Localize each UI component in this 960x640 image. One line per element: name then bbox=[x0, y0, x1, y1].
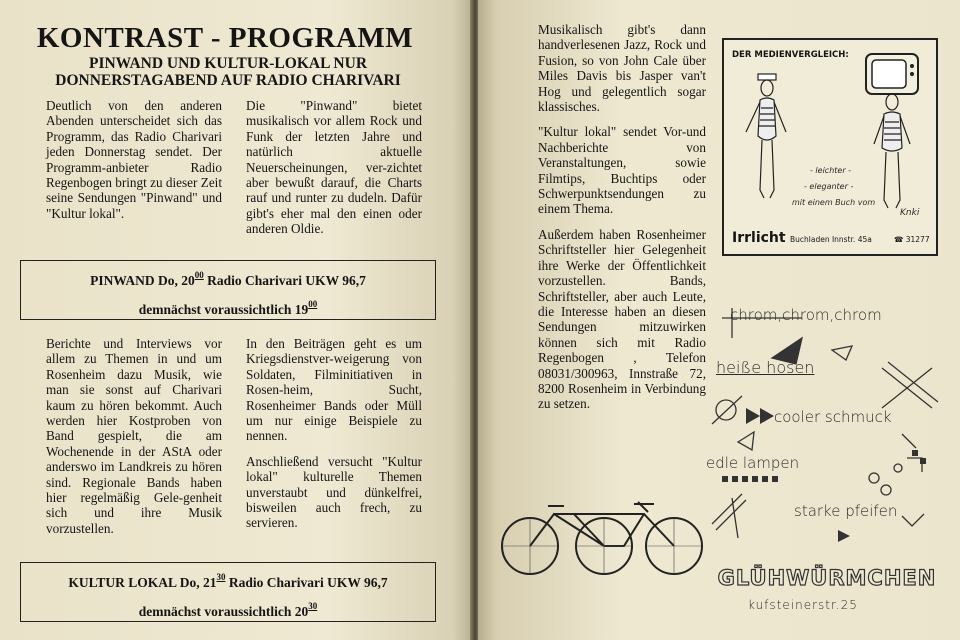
item-chrom: chrom,chrom,chrom bbox=[730, 306, 882, 324]
kultur-schedule-line1 bbox=[21, 572, 435, 591]
ad-line-with-book: mit einem Buch vom bbox=[792, 198, 876, 207]
kultur-content-paragraph: "Kultur lokal" sendet Vor-und Nachberichte von Veranstaltungen, sowie Filmtips, Buchtips oder Schwerpunktsendungen zu einem Thema. bbox=[538, 124, 706, 217]
kultur-lokal-schedule-box bbox=[20, 562, 436, 622]
pinwand-station: Radio Charivari UKW 96,7 bbox=[203, 273, 366, 288]
right-page-text-column bbox=[538, 22, 706, 422]
article-subtitle-line2: DONNERSTAGABEND AUF RADIO CHARIVARI bbox=[55, 72, 401, 89]
kultur-schedule-line2 bbox=[21, 601, 435, 620]
right-page bbox=[478, 0, 960, 640]
kultur-future-time: demnächst voraussichtlich 20 bbox=[138, 604, 309, 619]
music-paragraph: Musikalisch gibt's dann handverlesenen Jazz, Rock und Fusion, so von John Cale über Miles Davis bis Jasper van't Hog und gelegentlich sogar klassisches. bbox=[538, 22, 706, 115]
topics-paragraph: In den Beiträgen geht es um Kriegsdienstver-weigerung von Soldaten, Filminitiativen in Rosen-heim, Sucht, Rosenheimer Bands oder Müll um nur einige Beispiele zu nennen. bbox=[246, 336, 422, 444]
kultur-lokal-paragraph: Anschließend versucht "Kultur lokal" kulturelle Themen unverstaubt und dünkelfrei, bisweilen auch frech, zu servieren. bbox=[246, 453, 422, 531]
woman-figure-with-tv bbox=[874, 94, 910, 208]
artist-signature: Knki bbox=[900, 208, 920, 218]
ad-line-lighter: - leichter - bbox=[810, 166, 852, 175]
tv-icon bbox=[866, 54, 918, 94]
square-pattern bbox=[722, 408, 926, 542]
ad-heading: DER MEDIENVERGLEICH: bbox=[732, 50, 849, 60]
item-pfeifen: starke pfeifen bbox=[794, 502, 898, 520]
item-schmuck: cooler schmuck bbox=[774, 408, 892, 426]
left-page bbox=[0, 0, 472, 640]
contact-paragraph: Außerdem haben Rosenheimer Schriftsteller hier Gelegenheit ihre Werke der Öffentlichkeit vorzustellen. Bands, Schriftsteller, aber auch Leute, die Interesse haben an diesen Sendungen mitzuwirken können sich mit Radio Regenbogen , Telefon 08031/300963, Innstraße 72, 8200 Rosenheim in Verbindung zu setzen. bbox=[538, 226, 706, 412]
intro-paragraph: Deutlich von den anderen Abenden unterscheidet sich das Programm, das Radio Charivari jeden Donnerstag sendet. Der Programm-anbieter Radio Regenbogen bringt zu dieser Zeit seine Sendungen "Pinwand" und "Kultur lokal". bbox=[46, 98, 222, 221]
item-lampen: edle lampen bbox=[706, 454, 800, 472]
irrlicht-address: Buchladen Innstr. 45a bbox=[790, 235, 872, 244]
right-column-top bbox=[246, 98, 422, 247]
pinwand-schedule-box bbox=[20, 260, 436, 320]
pinwand-schedule-line1 bbox=[21, 270, 435, 289]
irrlicht-phone: ☎ 31277 bbox=[894, 235, 930, 244]
left-column-bottom bbox=[46, 336, 222, 546]
woman-figure-with-book bbox=[746, 74, 786, 198]
left-column-top bbox=[46, 98, 222, 231]
media-comparison-illustration bbox=[724, 40, 936, 254]
reports-paragraph: Berichte und Interviews vor allem zu Themen in und um Rosenheim dazu Musik, wie man sie sonst auf Charivari kaum zu hören bekommt. Auch werden hier Kostproben von Band gespielt, die am Wochenende in der AStA oder anderswo im Landkreis zu hören sind. Regionale Bands haben hier regelmäßig Gele-genheit sich und ihre Musik vorzustellen. bbox=[46, 336, 222, 536]
right-column-bottom bbox=[246, 336, 422, 541]
gluehwuermchen-advertisement bbox=[702, 278, 952, 628]
gluehwuermchen-brand: GLÜHWÜRMCHEN bbox=[717, 566, 937, 590]
irrlicht-advertisement bbox=[722, 38, 938, 256]
gluehwuermchen-address: kufsteinerstr.25 bbox=[748, 598, 858, 612]
pinwand-time-label: PINWAND Do, 20 bbox=[90, 273, 195, 288]
kultur-time-minutes: 30 bbox=[216, 572, 226, 582]
pinwand-schedule-line2 bbox=[21, 299, 435, 318]
pinwand-future-time: demnächst voraussichtlich 19 bbox=[138, 302, 309, 317]
tandem-bicycle-icon bbox=[494, 496, 714, 580]
article-title: KONTRAST - PROGRAMM bbox=[36, 22, 414, 54]
pinwand-time-minutes: 00 bbox=[194, 270, 204, 280]
pinwand-paragraph: Die "Pinwand" bietet musikalisch vor allem Rock und Funk der letzten Jahre und natürlich aktuelle Neuerscheinungen, ver-zichtet aber bewußt darauf, die Charts rauf und runter zu dudeln. Dafür gibt's eher mal den einen oder anderen Oldie. bbox=[246, 98, 422, 237]
ad-line-elegant: - eleganter - bbox=[804, 182, 854, 191]
kultur-time-label: KULTUR LOKAL Do, 21 bbox=[68, 575, 217, 590]
irrlicht-brand: Irrlicht bbox=[732, 230, 786, 246]
pinwand-future-minutes: 00 bbox=[308, 299, 318, 309]
article-subtitle-line1: PINWAND UND KULTUR-LOKAL NUR bbox=[88, 55, 368, 72]
kultur-station: Radio Charivari UKW 96,7 bbox=[225, 575, 388, 590]
item-hosen: heiße hosen bbox=[716, 358, 815, 377]
kultur-future-minutes: 30 bbox=[308, 601, 318, 611]
